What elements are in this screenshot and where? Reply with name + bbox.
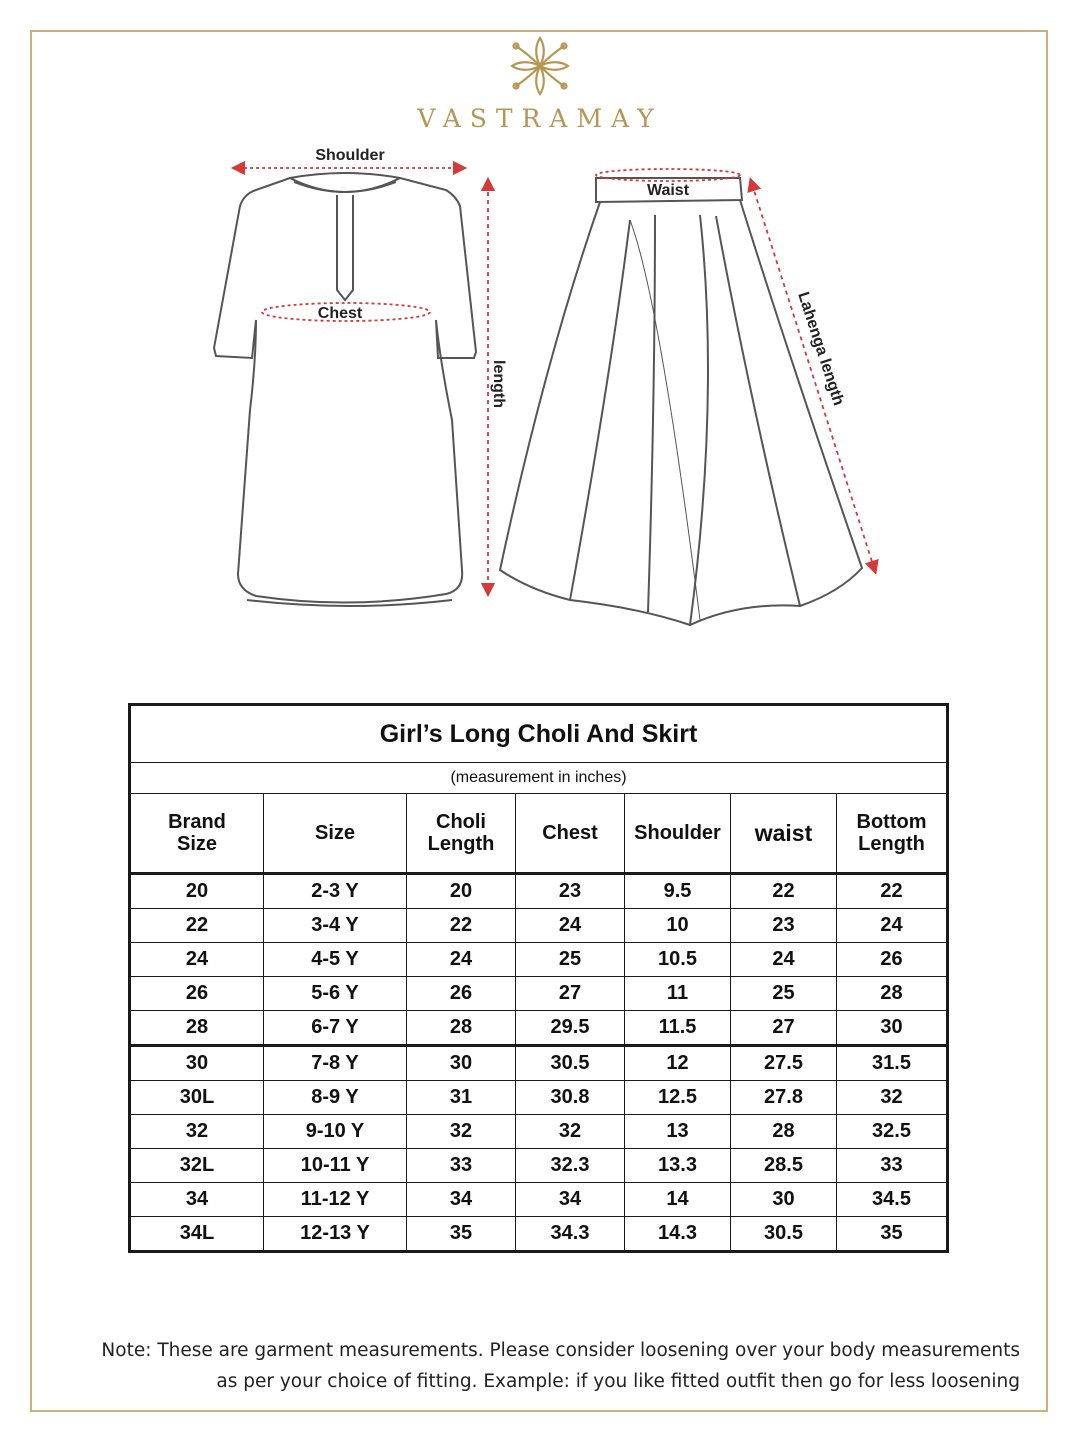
table-cell: 33 (407, 1149, 516, 1183)
note-line-1: Note: These are garment measurements. Please consider loosening over your body measurements (101, 1340, 1020, 1361)
table-row (130, 1081, 948, 1115)
brand-name: VASTRAMAY (417, 104, 663, 133)
table-cell: 4-5 Y (264, 943, 407, 977)
garment-diagram (0, 140, 1080, 660)
measurement-unit-note: (measurement in inches) (130, 763, 948, 794)
table-cell: 28 (130, 1011, 264, 1046)
table-cell: 11-12 Y (264, 1183, 407, 1217)
fit-note (52, 1335, 1020, 1397)
table-cell: 2-3 Y (264, 874, 407, 909)
table-row (130, 1149, 948, 1183)
table-cell: 33 (837, 1149, 948, 1183)
table-row (130, 1217, 948, 1252)
table-cell: 30 (407, 1046, 516, 1081)
table-cell: 26 (130, 977, 264, 1011)
choli-length-header (407, 794, 516, 874)
table-row (130, 909, 948, 943)
table-cell: 24 (731, 943, 837, 977)
table-cell: 10-11 Y (264, 1149, 407, 1183)
table-cell: 22 (407, 909, 516, 943)
table-cell: 30.5 (731, 1217, 837, 1252)
table-cell: 30.5 (516, 1046, 625, 1081)
shoulder-header (625, 794, 731, 874)
table-header-row (130, 794, 948, 874)
chest-header (516, 794, 625, 874)
table-cell: 35 (837, 1217, 948, 1252)
waist-header-text: waist (754, 820, 813, 846)
table-cell: 27 (731, 1011, 837, 1046)
table-cell: 24 (837, 909, 948, 943)
table-cell: 27 (516, 977, 625, 1011)
waist-label: Waist (646, 182, 690, 199)
bottom-length-header (837, 794, 948, 874)
table-cell: 24 (516, 909, 625, 943)
table-cell: 27.5 (731, 1046, 837, 1081)
table-cell: 8-9 Y (264, 1081, 407, 1115)
bottom-length-header-text: Bottom (856, 811, 927, 833)
table-cell: 25 (516, 943, 625, 977)
size-header-text: Size (314, 822, 356, 844)
vastramay-logo-icon (500, 34, 580, 98)
table-cell: 10 (625, 909, 731, 943)
table-cell: 23 (731, 909, 837, 943)
table-cell: 32 (516, 1115, 625, 1149)
skirt-outline (500, 178, 862, 625)
table-cell: 12-13 Y (264, 1217, 407, 1252)
table-title: Girl’s Long Choli And Skirt (130, 705, 948, 763)
table-cell: 9-10 Y (264, 1115, 407, 1149)
table-cell: 13 (625, 1115, 731, 1149)
table-row (130, 943, 948, 977)
table-cell: 22 (731, 874, 837, 909)
shoulder-header-text: Shoulder (634, 822, 721, 844)
table-row (130, 874, 948, 909)
size-header (264, 794, 407, 874)
table-row (130, 1183, 948, 1217)
table-cell: 26 (407, 977, 516, 1011)
table-cell: 20 (130, 874, 264, 909)
table-cell: 28 (837, 977, 948, 1011)
choli-length-header-text: Choli (436, 811, 486, 833)
table-cell: 22 (837, 874, 948, 909)
table-row (130, 1115, 948, 1149)
table-cell: 26 (837, 943, 948, 977)
table-cell: 10.5 (625, 943, 731, 977)
table-row (130, 1046, 948, 1081)
table-cell: 12.5 (625, 1081, 731, 1115)
lahenga-length-label: Lahenga length (794, 289, 847, 408)
table-cell: 13.3 (625, 1149, 731, 1183)
table-cell: 32 (407, 1115, 516, 1149)
chest-header-text: Chest (542, 822, 598, 844)
table-cell: 32 (130, 1115, 264, 1149)
brand-size-header (130, 794, 264, 874)
table-cell: 30.8 (516, 1081, 625, 1115)
choli-length-label: length (490, 360, 507, 408)
table-cell: 34.5 (837, 1183, 948, 1217)
table-cell: 25 (731, 977, 837, 1011)
table-cell: 34.3 (516, 1217, 625, 1252)
table-cell: 28 (407, 1011, 516, 1046)
table-cell: 31 (407, 1081, 516, 1115)
table-cell: 34L (130, 1217, 264, 1252)
table-cell: 7-8 Y (264, 1046, 407, 1081)
table-cell: 30L (130, 1081, 264, 1115)
table-cell: 34 (130, 1183, 264, 1217)
size-chart-table (128, 703, 949, 1253)
table-cell: 28 (731, 1115, 837, 1149)
table-cell: 32.5 (837, 1115, 948, 1149)
table-cell: 23 (516, 874, 625, 909)
brand-size-header-text: Size (176, 833, 218, 855)
waist-header (731, 794, 837, 874)
choli-length-header-text: Length (427, 833, 495, 855)
table-cell: 32 (837, 1081, 948, 1115)
table-cell: 27.8 (731, 1081, 837, 1115)
table-cell: 30 (731, 1183, 837, 1217)
table-cell: 11 (625, 977, 731, 1011)
table-cell: 32L (130, 1149, 264, 1183)
table-cell: 22 (130, 909, 264, 943)
note-line-2: as per your choice of fitting. Example: if you like fitted outfit then go for less loosening (216, 1371, 1020, 1392)
table-cell: 3-4 Y (264, 909, 407, 943)
table-cell: 35 (407, 1217, 516, 1252)
table-cell: 20 (407, 874, 516, 909)
table-row (130, 1011, 948, 1046)
table-cell: 14 (625, 1183, 731, 1217)
table-cell: 9.5 (625, 874, 731, 909)
table-cell: 11.5 (625, 1011, 731, 1046)
table-cell: 32.3 (516, 1149, 625, 1183)
table-cell: 30 (837, 1011, 948, 1046)
table-cell: 31.5 (837, 1046, 948, 1081)
table-cell: 14.3 (625, 1217, 731, 1252)
table-cell: 29.5 (516, 1011, 625, 1046)
table-cell: 6-7 Y (264, 1011, 407, 1046)
table-cell: 28.5 (731, 1149, 837, 1183)
table-cell: 12 (625, 1046, 731, 1081)
chest-label: Chest (317, 305, 363, 322)
bottom-length-header-text: Length (858, 833, 925, 855)
table-cell: 5-6 Y (264, 977, 407, 1011)
table-row (130, 977, 948, 1011)
brand-size-header-text: Brand (168, 811, 226, 833)
table-cell: 34 (407, 1183, 516, 1217)
table-cell: 24 (407, 943, 516, 977)
choli-outline (214, 173, 476, 606)
shoulder-label: Shoulder (315, 147, 385, 164)
table-cell: 24 (130, 943, 264, 977)
table-cell: 34 (516, 1183, 625, 1217)
table-cell: 30 (130, 1046, 264, 1081)
